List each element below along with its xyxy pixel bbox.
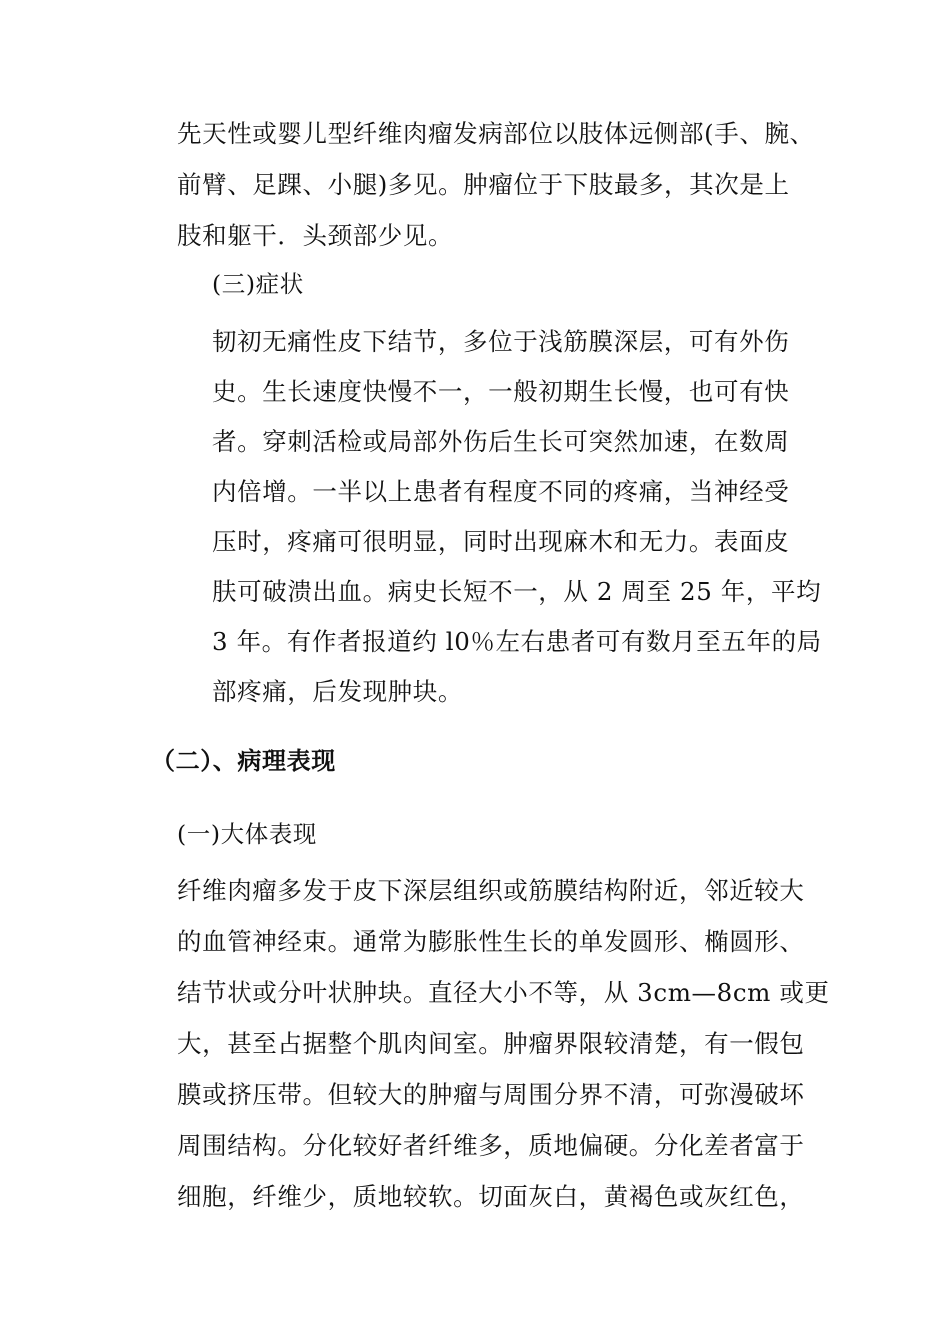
text-line: 韧初无痛性皮下结节，多位于浅筋膜深层，可有外伤 — [212, 327, 790, 356]
symptom-heading: (三)症状 — [212, 270, 304, 298]
text-line: 者。穿刺活检或局部外伤后生长可突然加速，在数周 — [212, 427, 790, 456]
text-line: 史。生长速度快慢不一，一般初期生长慢，也可有快 — [212, 377, 790, 406]
gross-heading: (一)大体表现 — [177, 820, 318, 848]
text-line: 结节状或分叶状肿块。直径大小不等，从 3cm—8cm 或更 — [177, 978, 830, 1007]
text-line: 前臂、足踝、小腿)多见。肿瘤位于下肢最多，其次是上 — [177, 170, 790, 199]
section-heading: （二）、病理表现 — [151, 747, 336, 775]
text-line: 膜或挤压带。但较大的肿瘤与周围分界不清，可弥漫破坏 — [177, 1080, 805, 1109]
text-line: 的血管神经束。通常为膨胀性生长的单发圆形、椭圆形、 — [177, 927, 805, 956]
text-line: 内倍增。一半以上患者有程度不同的疼痛，当神经受 — [212, 477, 790, 506]
text-line: 大，甚至占据整个肌肉间室。肿瘤界限较清楚，有一假包 — [177, 1029, 805, 1058]
text-line: 肢和躯干．头颈部少见。 — [177, 221, 454, 250]
text-line: 压时，疼痛可很明显，同时出现麻木和无力。表面皮 — [212, 527, 790, 556]
text-line: 肤可破溃出血。病史长短不一，从 2 周至 25 年，平均 — [212, 577, 822, 606]
text-line: 周围结构。分化较好者纤维多，质地偏硬。分化差者富于 — [177, 1131, 805, 1160]
text-line: 纤维肉瘤多发于皮下深层组织或筋膜结构附近，邻近较大 — [177, 876, 805, 905]
text-line: 部疼痛，后发现肿块。 — [212, 677, 463, 706]
text-line: 细胞，纤维少，质地较软。切面灰白，黄褐色或灰红色， — [177, 1182, 805, 1211]
text-line: 3 年。有作者报道约 l0％左右患者可有数月至五年的局 — [212, 627, 822, 656]
text-line: 先天性或婴儿型纤维肉瘤发病部位以肢体远侧部(手、腕、 — [177, 119, 815, 148]
